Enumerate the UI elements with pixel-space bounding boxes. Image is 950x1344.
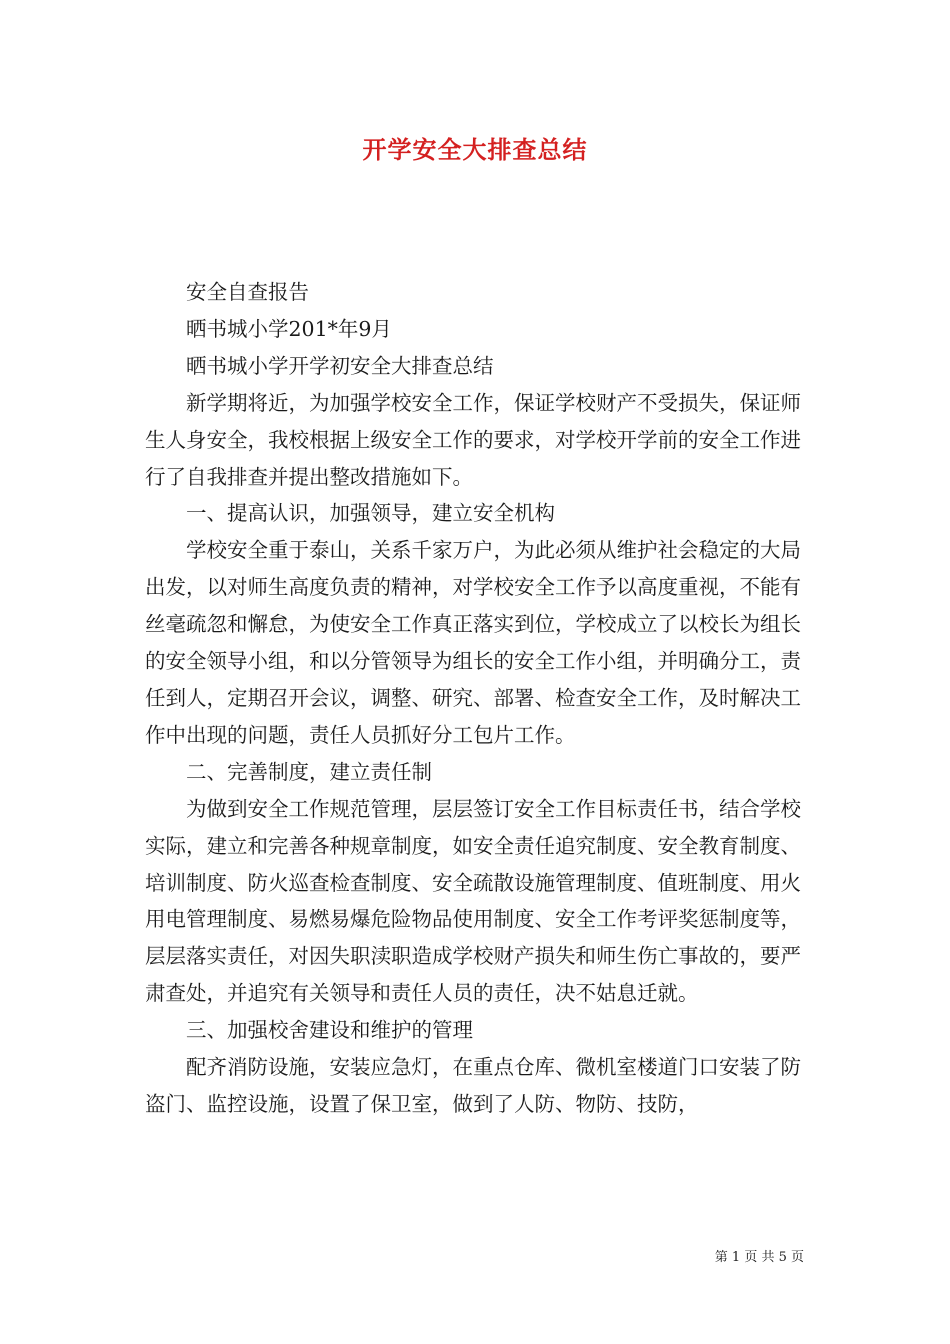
section-heading: 一、提高认识，加强领导，建立安全机构 bbox=[186, 501, 555, 526]
paragraph: 为做到安全工作规范管理，层层签订安全工作目标责任书，结合学校实际，建立和完善各种规章制度，如安全责任追究制度、安全教育制度、培训制度、防火巡查检查制度、安全疏散设施管理制度、值班制度、用火用电管理制度、易燃易爆危险物品使用制度、安全工作考评奖惩制度等，层层落实责任，对因失职渎职造成学校财产损失和师生伤亡事故的，要严肃查处，并追究有关领导和责任人员的责任，决不姑息迁就。 bbox=[145, 796, 801, 1006]
document-body bbox=[145, 274, 811, 1123]
paragraph: 学校安全重于泰山，关系千家万户，为此必须从维护社会稳定的大局出发，以对师生高度负责的精神，对学校安全工作予以高度重视，不能有丝毫疏忽和懈怠，为使安全工作真正落实到位，学校成立了以校长为组长的安全领导小组，和以分管领导为组长的安全工作小组，并明确分工，责任到人，定期召开会议，调整、研究、部署、检查安全工作，及时解决工作中出现的问题，责任人员抓好分工包片工作。 bbox=[145, 538, 801, 747]
paragraph: 晒书城小学开学初安全大排查总结 bbox=[186, 353, 494, 378]
section-heading: 二、完善制度，建立责任制 bbox=[186, 759, 432, 784]
document-title: 开学安全大排查总结 bbox=[362, 135, 588, 164]
paragraph: 配齐消防设施，安装应急灯，在重点仓库、微机室楼道门口安装了防盗门、监控设施，设置了保卫室，做到了人防、物防、技防， bbox=[145, 1055, 801, 1116]
paragraph: 安全自查报告 bbox=[186, 280, 309, 304]
section-heading: 三、加强校舍建设和维护的管理 bbox=[186, 1018, 473, 1043]
page-number-footer: 第 1 页 共 5 页 bbox=[714, 1250, 804, 1265]
paragraph: 晒书城小学201*年9月 bbox=[186, 316, 392, 341]
paragraph: 新学期将近，为加强学校安全工作，保证学校财产不受损失，保证师生人身安全，我校根据上级安全工作的要求，对学校开学前的安全工作进行了自我排查并提出整改措施如下。 bbox=[145, 390, 801, 489]
